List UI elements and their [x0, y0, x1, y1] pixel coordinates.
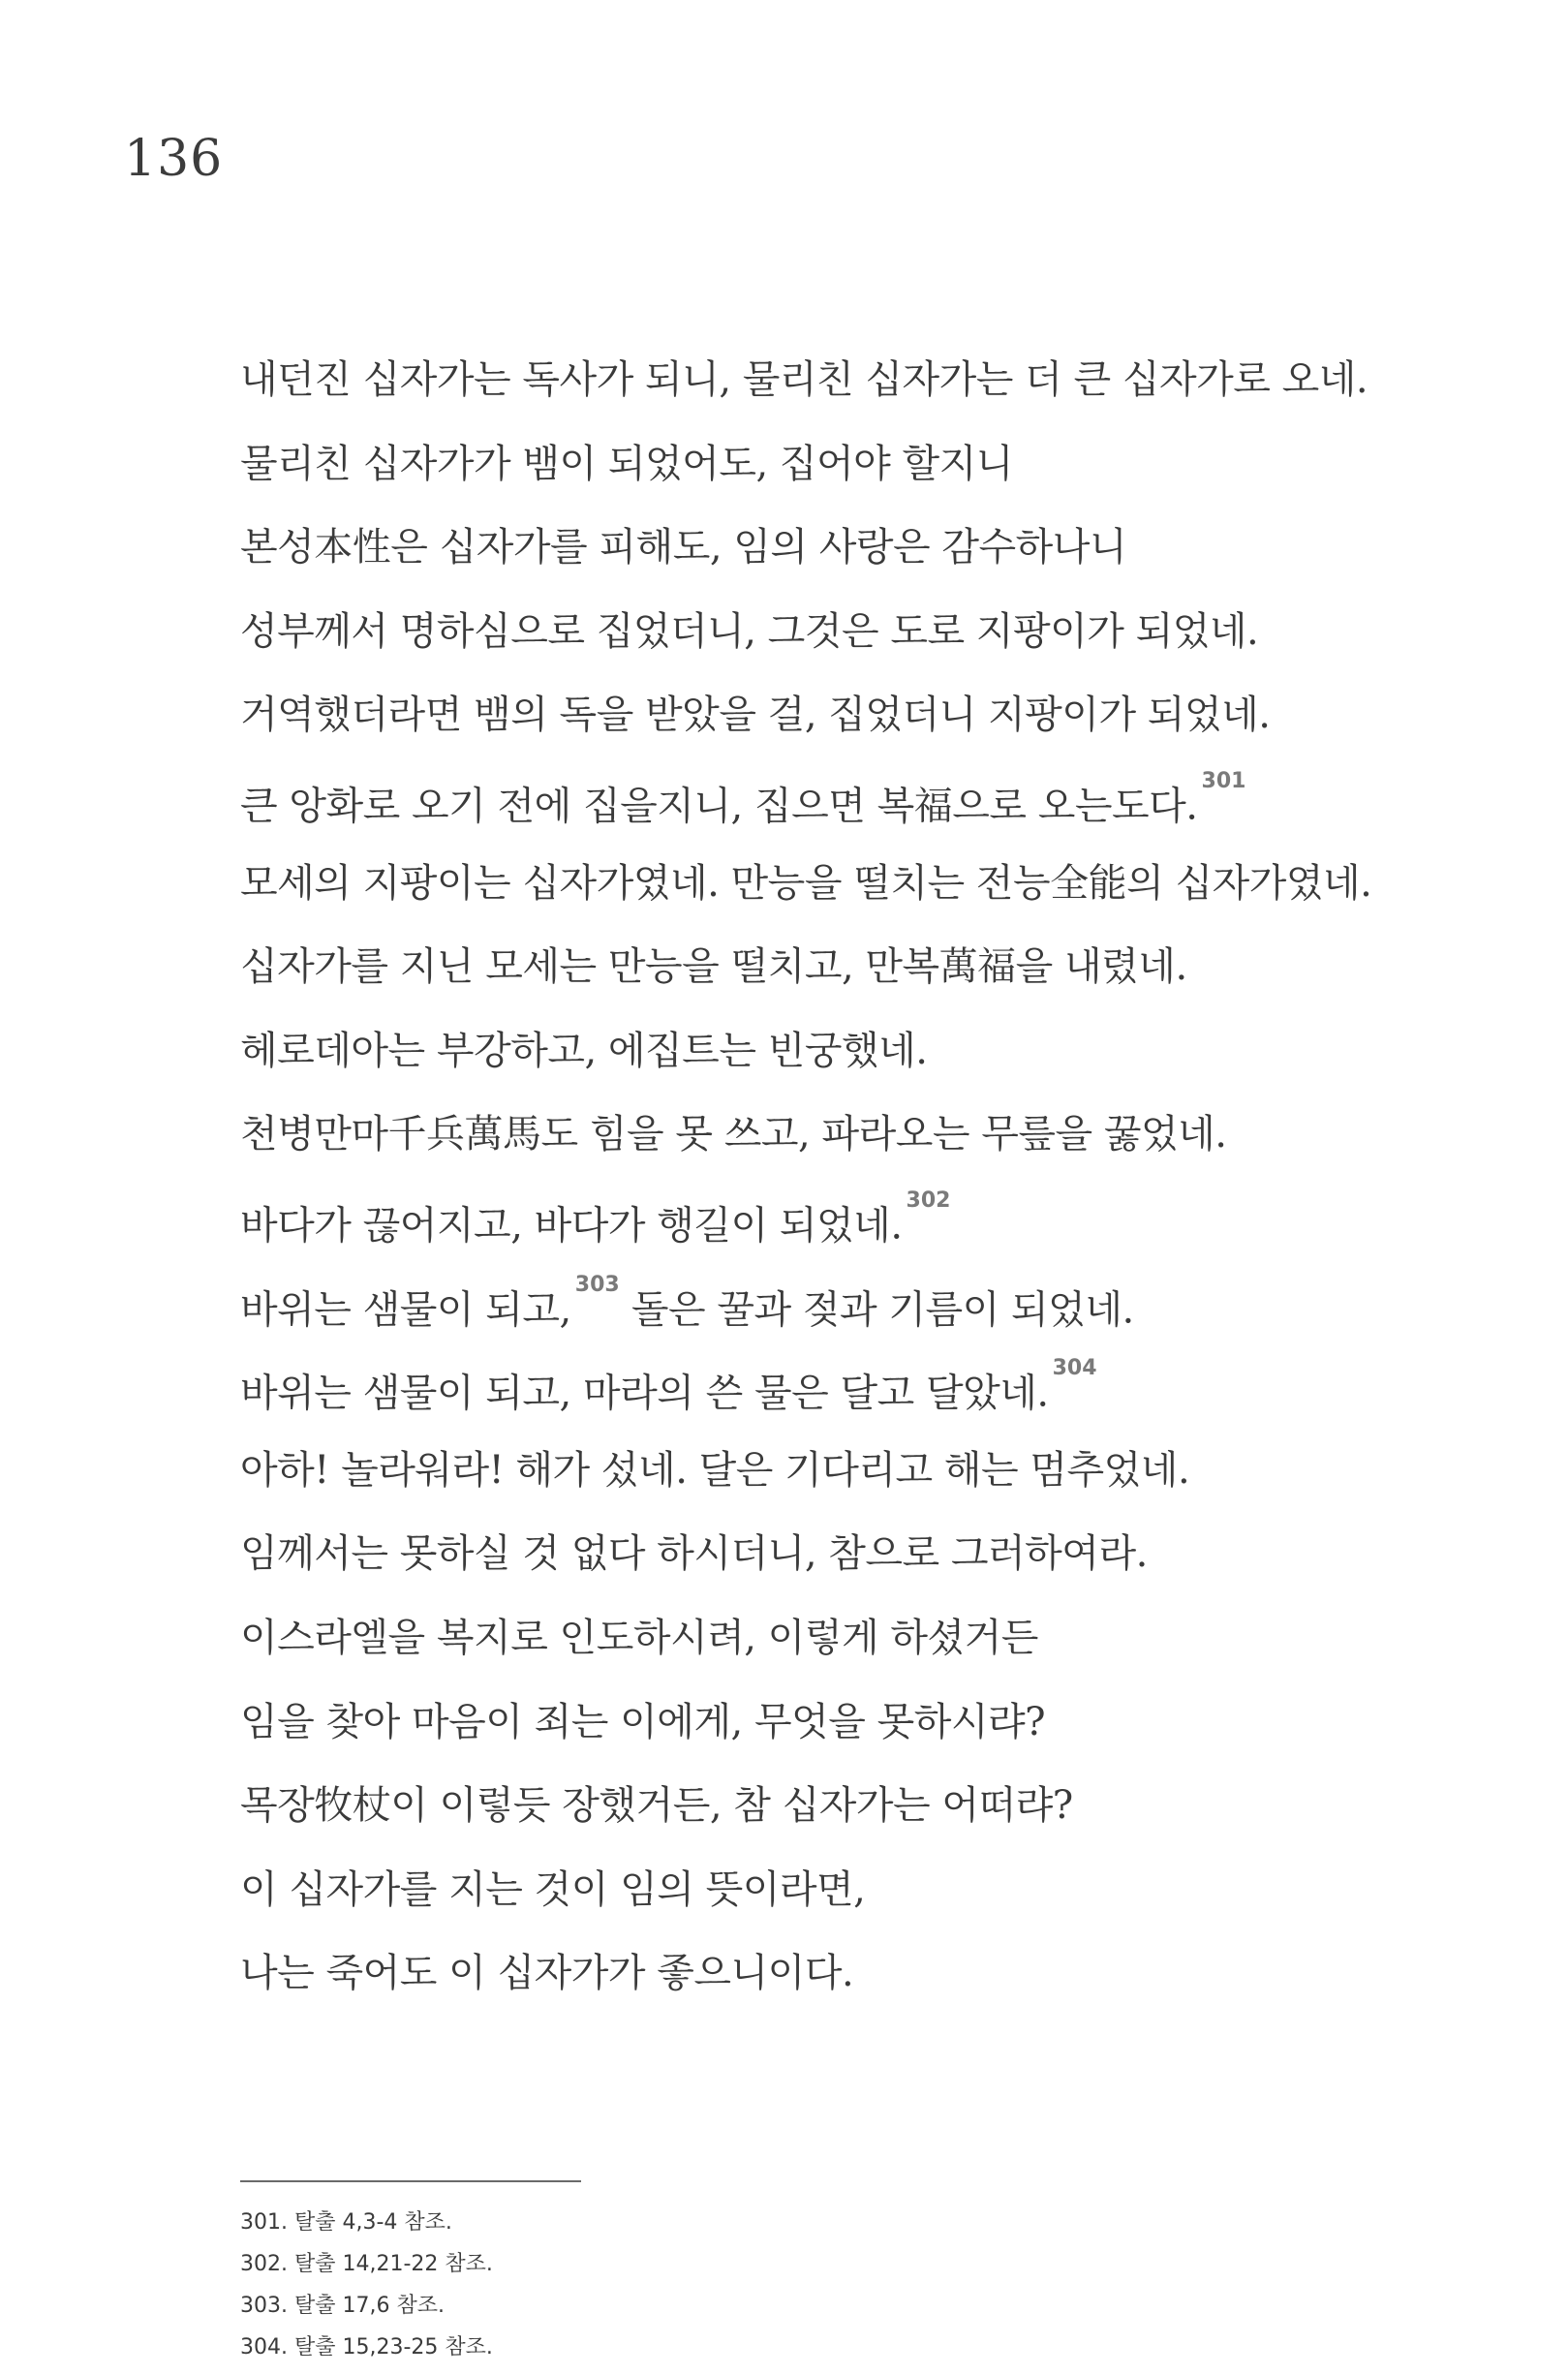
poem-line: [240, 351, 1402, 435]
poem-line: [240, 602, 1402, 687]
footnote-item: 302. 탈출 14,21-22 참조.: [240, 2252, 493, 2276]
poem-line: [240, 770, 1402, 854]
poem-line: [240, 1189, 1402, 1274]
footnote-item: 301. 탈출 4,3-4 참조.: [240, 2210, 452, 2235]
poem-line-text: 임께서는 못하실 것 없다 하시더니, 참으로 그러하여라.: [240, 1531, 1148, 1577]
poem-line: [240, 435, 1402, 519]
poem-line-text: 아하! 놀라워라! 해가 섰네. 달은 기다리고 해는 멈추었네.: [240, 1447, 1190, 1493]
poem-line: [240, 1105, 1402, 1189]
poem-line-text: 바다가 끊어지고, 바다가 행길이 되었네.: [240, 1203, 903, 1249]
poem-line-text: 거역했더라면 뱀의 독을 받았을 걸, 집었더니 지팡이가 되었네.: [240, 693, 1271, 738]
page-number: 136: [124, 130, 224, 188]
poem-line-text: 본성本性은 십자가를 피해도, 임의 사랑은 감수하나니: [240, 525, 1127, 571]
poem-line-text: 천병만마千兵萬馬도 힘을 못 쓰고, 파라오는 무릎을 꿇었네.: [240, 1112, 1227, 1157]
footnote-reference[interactable]: 304: [1052, 1356, 1097, 1381]
poem-line-text: 물리친 십자가가 뱀이 되었어도, 집어야 할지니: [240, 441, 1013, 486]
poem-line-text: 바위는 샘물이 되고,: [240, 1286, 571, 1332]
poem-line: [240, 1441, 1402, 1526]
poem-line: [240, 938, 1402, 1022]
footnote-reference[interactable]: 303: [574, 1272, 620, 1297]
poem-line: [240, 1861, 1402, 1945]
poem-line-text-continued: 돌은 꿀과 젖과 기름이 되었네.: [619, 1286, 1134, 1332]
poem-line: [240, 1525, 1402, 1609]
poem-line-text: 나는 죽어도 이 십자가가 좋으니이다.: [240, 1951, 854, 1996]
poem-line-text: 내던진 십자가는 독사가 되니, 물리친 십자가는 더 큰 십자가로 오네.: [240, 357, 1368, 402]
poem-line-text: 바위는 샘물이 되고, 마라의 쓴 물은 달고 달았네.: [240, 1371, 1049, 1416]
poem-line-text: 큰 앙화로 오기 전에 집을지니, 집으면 복福으로 오는도다.: [240, 784, 1198, 829]
poem-line: [240, 1609, 1402, 1693]
poem-line-text: 이 십자가를 지는 것이 임의 뜻이라면,: [240, 1866, 866, 1912]
poem-line: [240, 1357, 1402, 1441]
poem-line-text: 모세의 지팡이는 십자가였네. 만능을 떨치는 전능全能의 십자가였네.: [240, 860, 1372, 906]
poem-line: [240, 1022, 1402, 1106]
poem-line: [240, 1274, 1402, 1358]
poem-body: [240, 351, 1402, 2028]
poem-line: [240, 1944, 1402, 2028]
poem-line: [240, 518, 1402, 602]
poem-line: [240, 854, 1402, 939]
poem-line: [240, 1776, 1402, 1861]
poem-line-text: 성부께서 명하심으로 집었더니, 그것은 도로 지팡이가 되었네.: [240, 608, 1259, 654]
footnote-reference[interactable]: 302: [906, 1188, 951, 1213]
poem-line: [240, 1693, 1402, 1777]
poem-line-text: 목장牧杖이 이렇듯 장했거든, 참 십자가는 어떠랴?: [240, 1783, 1073, 1829]
poem-line-text: 임을 찾아 마음이 죄는 이에게, 무엇을 못하시랴?: [240, 1699, 1046, 1744]
footnote-divider: [240, 2180, 581, 2182]
poem-line-text: 이스라엘을 복지로 인도하시려, 이렇게 하셨거든: [240, 1615, 1038, 1660]
poem-line: [240, 686, 1402, 770]
poem-line-text: 헤로데아는 부강하고, 에집트는 빈궁했네.: [240, 1028, 928, 1073]
footnotes: [240, 2208, 493, 2375]
footnote-item: 304. 탈출 15,23-25 참조.: [240, 2335, 493, 2360]
footnote-item: 303. 탈출 17,6 참조.: [240, 2294, 445, 2318]
footnote-reference[interactable]: 301: [1201, 768, 1246, 793]
poem-line-text: 십자가를 지닌 모세는 만능을 떨치고, 만복萬福을 내렸네.: [240, 944, 1187, 990]
